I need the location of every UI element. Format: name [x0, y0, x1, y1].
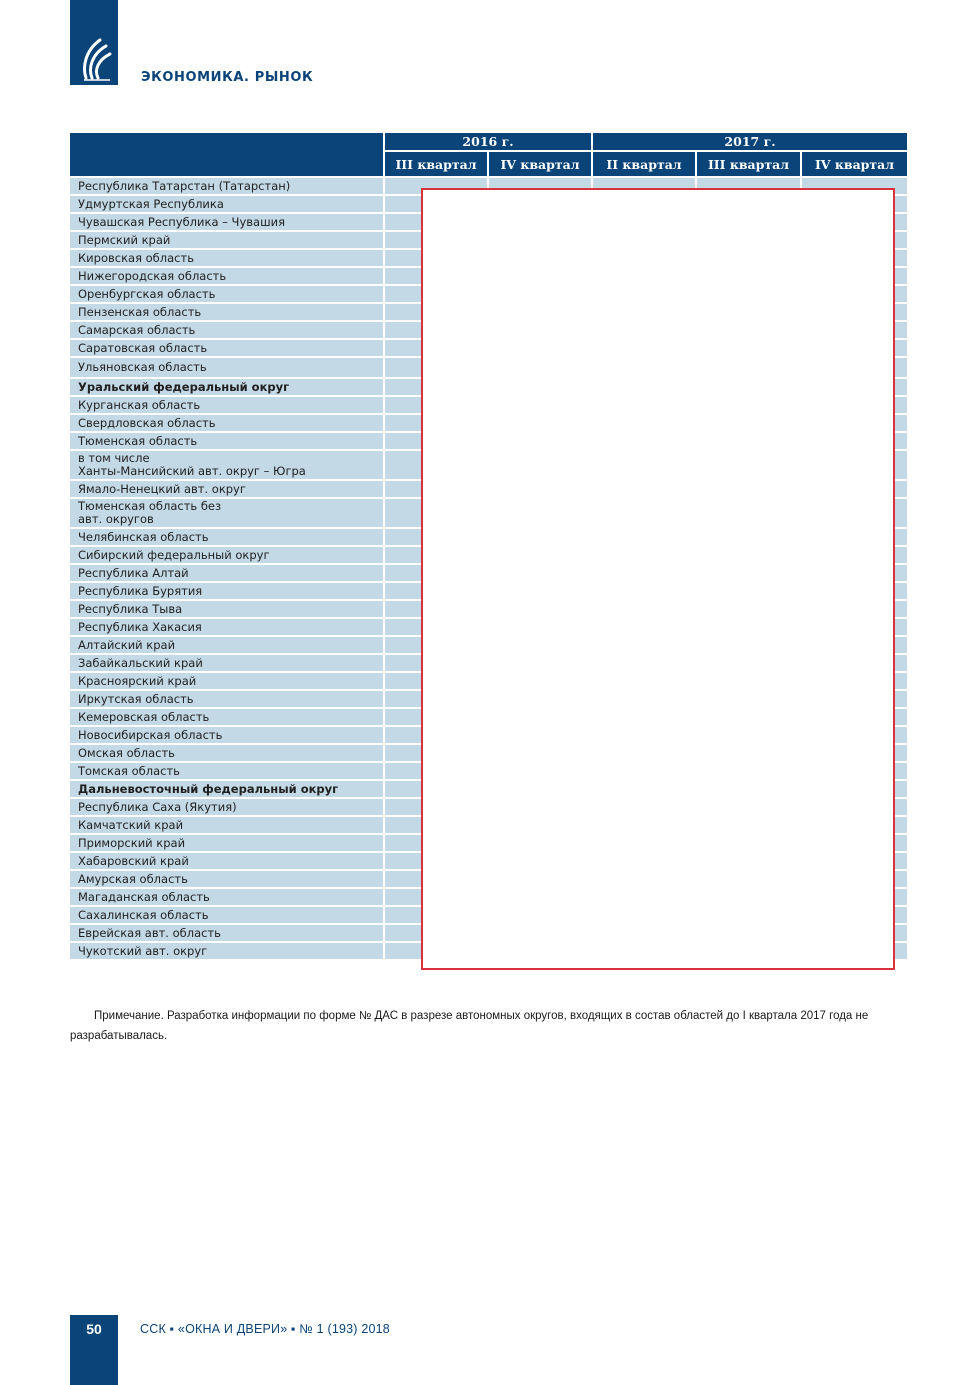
row-label [70, 637, 385, 655]
row-label [70, 619, 385, 637]
row-label [70, 340, 385, 358]
row-label-text: Кемеровская область [78, 709, 210, 724]
row-label-text: Забайкальский край [78, 655, 203, 670]
row-label [70, 250, 385, 268]
row-label-text: Красноярский край [78, 673, 197, 688]
row-label-text: Республика Саха (Якутия) [78, 799, 237, 814]
row-label [70, 433, 385, 451]
row-label [70, 232, 385, 250]
row-label [70, 547, 385, 565]
row-label [70, 304, 385, 322]
row-label-text: Тюменская область [78, 433, 198, 448]
quarter-header: IV квартал [802, 152, 907, 178]
row-label-text: Амурская область [78, 871, 188, 886]
quarter-header: IV квартал [489, 152, 593, 178]
row-label [70, 286, 385, 304]
row-label [70, 853, 385, 871]
row-label-text: Ульяновская область [78, 360, 207, 374]
row-label [70, 925, 385, 943]
row-label [70, 451, 385, 481]
row-label [70, 817, 385, 835]
row-label-text: Новосибирская область [78, 727, 223, 742]
row-label [70, 691, 385, 709]
row-label-text: Курганская область [78, 397, 201, 412]
row-label-text: Тюменская область без [78, 499, 222, 513]
row-label-text: Магаданская область [78, 889, 210, 904]
footer-page-bar [70, 1315, 118, 1385]
row-label-text: Кировская область [78, 250, 194, 265]
row-label [70, 379, 385, 397]
row-label-text: Пензенская область [78, 304, 202, 319]
row-label [70, 178, 385, 196]
row-label [70, 268, 385, 286]
row-label [70, 709, 385, 727]
row-label [70, 499, 385, 529]
row-label-text: Ямало-Ненецкий авт. округ [78, 481, 246, 496]
row-label [70, 322, 385, 340]
quarter-header: II квартал [593, 152, 697, 178]
row-label-text: Республика Бурятия [78, 583, 203, 598]
row-label [70, 799, 385, 817]
row-label [70, 727, 385, 745]
header-logo-bar [70, 0, 118, 85]
row-label-text: Еврейская авт. область [78, 925, 221, 940]
row-label-text: Республика Алтай [78, 565, 189, 580]
row-label-text: Приморский край [78, 835, 186, 850]
row-label [70, 481, 385, 499]
row-label [70, 601, 385, 619]
quarter-header: III квартал [697, 152, 802, 178]
redaction-box [421, 188, 895, 970]
row-label-text: Республика Хакасия [78, 619, 202, 634]
row-label-text-line2: Ханты-Мансийский авт. округ – Югра [78, 464, 306, 478]
row-label-text: Нижегородская область [78, 268, 227, 283]
table-note: Примечание. Разработка информации по форме № ДАС в разрезе автономных округов, входящих в состав областей до I квартала 2017 года не разрабатывалась. [70, 1010, 869, 1042]
row-label [70, 835, 385, 853]
year-header-2016: 2016 г. [385, 133, 593, 152]
row-label-text: Дальневосточный федеральный округ [78, 781, 339, 796]
row-label-text: Республика Тыва [78, 601, 183, 616]
row-label [70, 889, 385, 907]
row-label-text: Иркутская область [78, 691, 194, 706]
row-label [70, 565, 385, 583]
section-title: ЭКОНОМИКА. РЫНОК [141, 70, 314, 85]
row-label [70, 673, 385, 691]
quarter-header: III квартал [385, 152, 489, 178]
row-label-text: Чувашская Республика – Чувашия [78, 214, 285, 229]
row-label [70, 943, 385, 961]
row-label-text: Хабаровский край [78, 853, 189, 868]
row-label-text: в том числе [78, 451, 150, 465]
row-label [70, 358, 385, 379]
row-label-text: Челябинская область [78, 529, 209, 544]
year-header-2017: 2017 г. [593, 133, 907, 152]
row-label [70, 655, 385, 673]
row-label-text: Удмуртская Республика [78, 196, 224, 211]
row-label [70, 781, 385, 799]
row-label [70, 415, 385, 433]
row-label [70, 214, 385, 232]
row-label-text: Камчатский край [78, 817, 184, 832]
row-label-text-line2: авт. округов [78, 512, 154, 526]
row-label-text: Омская область [78, 745, 175, 760]
row-label-text: Оренбургская область [78, 286, 216, 301]
row-label-text: Республика Татарстан (Татарстан) [78, 178, 291, 193]
row-label [70, 871, 385, 889]
row-label [70, 529, 385, 547]
row-label-text: Уральский федеральный округ [78, 379, 290, 394]
table-corner-header [70, 133, 385, 178]
row-label [70, 583, 385, 601]
row-label-text: Чукотский авт. округ [78, 943, 208, 958]
page-number: 50 [86, 1321, 102, 1337]
publication-info: ССК ▪ «ОКНА И ДВЕРИ» ▪ № 1 (193) 2018 [140, 1322, 390, 1336]
row-label-text: Свердловская область [78, 415, 216, 430]
row-label-text: Саратовская область [78, 340, 208, 355]
row-label-text: Сахалинская область [78, 907, 209, 922]
row-label [70, 763, 385, 781]
row-label [70, 745, 385, 763]
row-label-text: Сибирский федеральный округ [78, 547, 270, 562]
row-label [70, 397, 385, 415]
row-label-text: Алтайский край [78, 637, 176, 652]
row-label-text: Томская область [78, 763, 180, 778]
logo-icon [76, 36, 112, 82]
row-label-text: Самарская область [78, 322, 196, 337]
row-label [70, 196, 385, 214]
row-label-text: Пермский край [78, 232, 171, 247]
row-label [70, 907, 385, 925]
